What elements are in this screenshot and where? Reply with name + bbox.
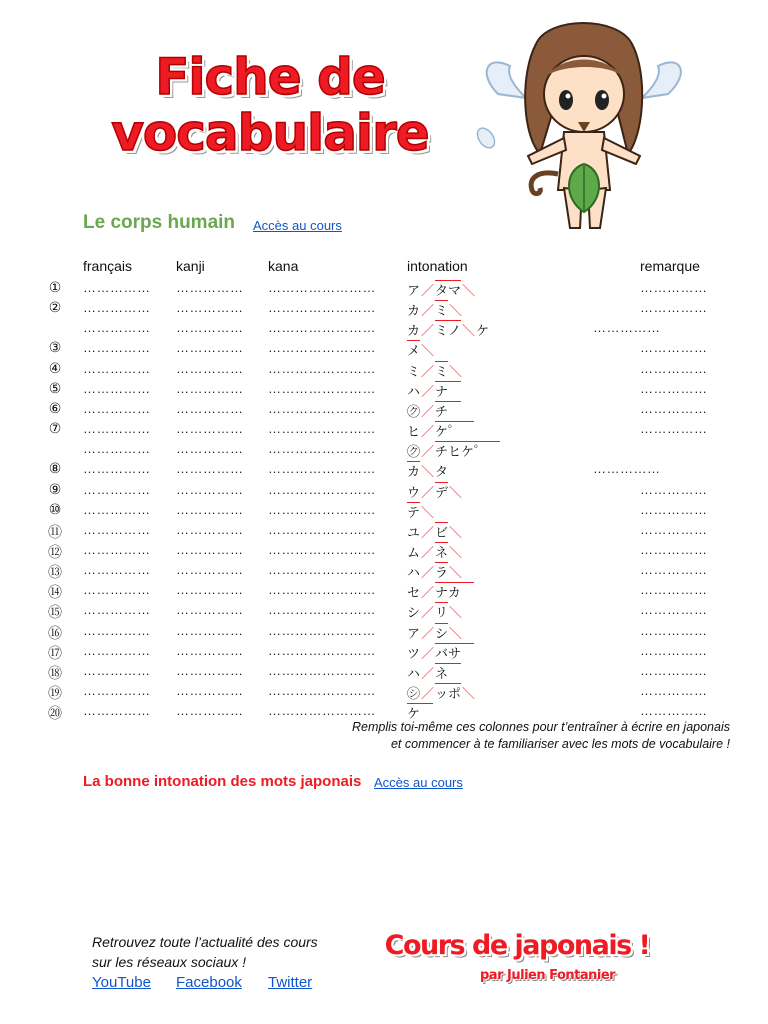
kana-segment: ネ — [435, 542, 448, 561]
remarque-blank-field[interactable]: …………… — [640, 280, 708, 295]
column-header-kanji: kanji — [176, 258, 205, 274]
kana-blank-field[interactable]: …………………… — [268, 521, 376, 537]
remarque-blank-field[interactable]: …………… — [640, 340, 708, 356]
kanji-blank-field[interactable]: …………… — [176, 662, 244, 678]
kana-segment — [461, 421, 474, 440]
kana-segment: ナカ — [435, 582, 461, 601]
remarque-blank-field[interactable]: …………… — [640, 582, 708, 598]
section-heading-intonation: La bonne intonation des mots japonais — [83, 773, 362, 790]
remarque-blank-field[interactable]: …………… — [640, 380, 708, 396]
kana-blank-field[interactable]: …………………… — [268, 320, 376, 336]
row-number: ⑩ — [48, 501, 62, 518]
francais-blank-field[interactable]: …………… — [83, 400, 151, 416]
remarque-blank-field[interactable]: …………… — [640, 622, 708, 638]
remarque-blank-field[interactable]: …………… — [640, 642, 708, 658]
row-number: ⑦ — [48, 421, 62, 438]
kana-segment: メ — [407, 340, 420, 359]
francais-blank-field[interactable]: …………… — [83, 380, 151, 396]
francais-blank-field[interactable]: …………… — [83, 562, 151, 578]
francais-blank-field[interactable]: …………… — [83, 582, 151, 598]
table-row — [0, 663, 768, 683]
kana-segment — [487, 441, 500, 460]
instruction-note-line-2: et commencer à te familiariser avec les mots de vocabulaire ! — [390, 737, 730, 751]
kana-segment: ハ — [407, 666, 421, 682]
francais-blank-field[interactable]: …………… — [83, 320, 151, 336]
table-row — [0, 421, 768, 441]
kana-segment: ウ — [407, 485, 421, 501]
row-number: ⑧ — [48, 461, 62, 478]
pitch-mark: ／ — [421, 525, 435, 541]
pitch-mark: ／ — [421, 566, 435, 582]
intonation-pattern — [407, 320, 489, 339]
kana-segment — [461, 643, 474, 662]
francais-blank-field[interactable]: …………… — [83, 461, 151, 477]
pitch-mark: ／ — [421, 666, 435, 682]
kana-segment: ビ — [435, 522, 448, 541]
intonation-pattern — [407, 461, 448, 480]
kana-blank-field[interactable]: …………………… — [268, 400, 376, 416]
pitch-mark: ／ — [421, 545, 435, 561]
acces-au-cours-link-2[interactable]: Accès au cours — [374, 775, 463, 790]
kana-blank-field[interactable]: …………………… — [268, 481, 376, 497]
table-row — [0, 643, 768, 663]
kana-blank-field[interactable]: …………………… — [268, 340, 376, 356]
francais-blank-field[interactable]: …………… — [83, 481, 151, 497]
intonation-pattern — [407, 381, 461, 400]
kana-segment: ミノ — [435, 320, 461, 339]
kana-segment: ア — [407, 626, 421, 642]
kanji-blank-field[interactable]: …………… — [176, 683, 244, 698]
twitter-link[interactable]: Twitter — [268, 974, 313, 991]
pitch-mark: ＼ — [449, 364, 463, 380]
francais-blank-field[interactable]: …………… — [83, 340, 151, 356]
kana-segment: ミ — [435, 361, 448, 380]
kanji-blank-field[interactable]: …………… — [176, 340, 244, 356]
pitch-mark: ／ — [421, 646, 435, 662]
kana-segment: ナ — [435, 381, 448, 400]
kanji-blank-field[interactable]: …………… — [176, 380, 244, 396]
francais-blank-field[interactable]: …………… — [83, 622, 151, 638]
table-row — [0, 683, 768, 703]
kana-segment: タマ — [435, 280, 461, 299]
table-row — [0, 562, 768, 582]
kana-segment — [448, 663, 461, 682]
pitch-mark: ／ — [421, 626, 435, 642]
kana-segment: ハ — [407, 384, 421, 400]
pitch-mark: ／ — [421, 364, 435, 380]
remarque-blank-field[interactable]: …………… — [640, 602, 708, 618]
intonation-pattern — [407, 421, 474, 440]
remarque-blank-field[interactable]: …………… — [593, 461, 661, 477]
kana-blank-field[interactable]: …………………… — [268, 562, 376, 578]
intonation-pattern — [407, 300, 463, 319]
kanji-blank-field[interactable]: …………… — [176, 441, 244, 457]
kanji-blank-field[interactable]: …………… — [176, 320, 244, 336]
kana-segment: デ — [435, 482, 448, 501]
kanji-blank-field[interactable]: …………… — [176, 622, 244, 638]
remarque-blank-field[interactable]: …………… — [640, 703, 708, 719]
table-row — [0, 502, 768, 522]
intonation-pattern — [407, 502, 435, 521]
kana-segment: ム — [407, 545, 421, 561]
kana-blank-field[interactable]: …………………… — [268, 501, 376, 517]
pitch-mark: ／ — [421, 404, 435, 420]
row-number: ③ — [48, 340, 62, 357]
column-header-kana: kana — [268, 258, 299, 274]
kanji-blank-field[interactable]: …………… — [176, 582, 244, 598]
remarque-blank-field[interactable]: …………… — [640, 481, 708, 497]
intonation-pattern — [407, 602, 463, 621]
intonation-pattern — [407, 623, 463, 642]
table-row — [0, 320, 768, 340]
pitch-mark: ／ — [421, 485, 435, 501]
intonation-pattern — [407, 280, 476, 299]
table-row — [0, 602, 768, 622]
remarque-blank-field[interactable]: …………… — [640, 562, 708, 578]
table-row — [0, 623, 768, 643]
francais-blank-field[interactable]: …………… — [83, 683, 151, 698]
row-number: ⑬ — [48, 565, 62, 582]
francais-blank-field[interactable]: …………… — [83, 662, 151, 678]
francais-blank-field[interactable]: …………… — [83, 501, 151, 517]
intonation-pattern — [407, 522, 463, 541]
francais-blank-field[interactable]: …………… — [83, 441, 151, 457]
intonation-pattern — [407, 582, 474, 601]
table-row — [0, 401, 768, 421]
francais-blank-field[interactable]: …………… — [83, 602, 151, 618]
intonation-pattern — [407, 542, 463, 561]
row-number: ⑲ — [48, 686, 62, 702]
kana-segment: シ — [407, 606, 421, 622]
kana-segment: ミ — [435, 300, 448, 319]
kana-segment: カ — [407, 304, 421, 320]
kana-segment: チ — [435, 401, 448, 420]
pitch-mark: ／ — [421, 445, 435, 461]
pitch-mark: ／ — [421, 384, 435, 400]
kanji-blank-field[interactable]: …………… — [176, 602, 244, 618]
kana-segment — [448, 401, 461, 420]
francais-blank-field[interactable]: …………… — [83, 280, 151, 295]
kana-segment: ㋗ — [407, 445, 421, 461]
kana-segment: ㋛ — [407, 687, 421, 702]
pitch-mark: ＼ — [449, 566, 463, 582]
column-header-remarque: remarque — [640, 258, 700, 274]
row-number: ⑨ — [48, 481, 62, 498]
section-heading-corps-humain: Le corps humain — [83, 212, 236, 233]
row-number: ④ — [48, 360, 62, 377]
title-line-1: Fiche de — [155, 48, 385, 106]
kana-segment: ユ — [407, 525, 421, 541]
kana-segment: ケ — [476, 324, 490, 340]
row-number: ⑭ — [48, 585, 62, 602]
kana-blank-field[interactable]: …………………… — [268, 602, 376, 618]
kana-blank-field[interactable]: …………………… — [268, 582, 376, 598]
intonation-pattern — [407, 482, 463, 501]
kanji-blank-field[interactable]: …………… — [176, 300, 244, 316]
intonation-pattern — [407, 562, 463, 581]
kana-segment — [448, 381, 461, 400]
acces-au-cours-link[interactable]: Accès au cours — [253, 218, 342, 233]
kana-segment: チヒケ゜ — [435, 441, 487, 460]
pitch-mark: ＼ — [462, 687, 476, 702]
remarque-blank-field[interactable]: …………… — [640, 683, 708, 698]
pitch-mark: ／ — [421, 324, 435, 340]
kana-blank-field[interactable]: …………………… — [268, 703, 376, 719]
kana-blank-field[interactable]: …………………… — [268, 421, 376, 437]
kanji-blank-field[interactable]: …………… — [176, 461, 244, 477]
table-row — [0, 280, 768, 300]
row-number: ② — [48, 300, 62, 317]
row-number: ⑳ — [48, 706, 62, 723]
kanji-blank-field[interactable]: …………… — [176, 421, 244, 437]
remarque-blank-field[interactable]: …………… — [640, 360, 708, 376]
kana-segment: ネ — [435, 663, 448, 682]
kanji-blank-field[interactable]: …………… — [176, 481, 244, 497]
row-number: ⑱ — [48, 665, 62, 682]
kanji-blank-field[interactable]: …………… — [176, 562, 244, 578]
francais-blank-field[interactable]: …………… — [83, 300, 151, 316]
kana-segment: シ — [435, 623, 448, 642]
footer-text-line-1: Retrouvez toute l’actualité des cours — [92, 934, 318, 950]
footer-text-line-2: sur les réseaux sociaux ! — [92, 954, 247, 970]
pitch-mark: ／ — [421, 586, 435, 602]
kana-blank-field[interactable]: …………………… — [268, 541, 376, 557]
kana-segment: カ — [407, 461, 420, 480]
intonation-pattern — [407, 441, 500, 460]
kana-segment: ㋗ — [407, 404, 421, 420]
pitch-mark: ／ — [421, 284, 435, 299]
pitch-mark: ＼ — [449, 606, 463, 622]
intonation-pattern — [407, 683, 476, 702]
table-row — [0, 381, 768, 401]
youtube-link[interactable]: YouTube — [92, 974, 151, 991]
title-line-2: vocabulaire — [111, 104, 429, 162]
intonation-pattern — [407, 643, 474, 662]
kana-blank-field[interactable]: …………………… — [268, 441, 376, 457]
row-number: ⑰ — [48, 645, 62, 662]
kana-segment: タ — [435, 465, 449, 481]
remarque-blank-field[interactable]: …………… — [640, 521, 708, 537]
remarque-blank-field[interactable]: …………… — [640, 541, 708, 557]
francais-blank-field[interactable]: …………… — [83, 642, 151, 658]
kana-segment: バサ — [435, 643, 461, 662]
kanji-blank-field[interactable]: …………… — [176, 541, 244, 557]
intonation-pattern — [407, 340, 435, 359]
table-row — [0, 300, 768, 320]
table-row — [0, 542, 768, 562]
kanji-blank-field[interactable]: …………… — [176, 501, 244, 517]
angel-mascot-illustration — [468, 14, 700, 238]
pitch-mark: ＼ — [421, 465, 435, 481]
kana-segment: ラ — [435, 562, 448, 581]
table-row — [0, 482, 768, 502]
pitch-mark: ＼ — [449, 304, 463, 320]
kanji-blank-field[interactable]: …………… — [176, 400, 244, 416]
kana-blank-field[interactable]: …………………… — [268, 280, 376, 295]
column-header-francais: français — [83, 258, 133, 274]
kana-segment: テ — [407, 502, 420, 521]
table-row — [0, 361, 768, 381]
kana-blank-field[interactable]: …………………… — [268, 360, 376, 376]
row-number: ⑤ — [48, 380, 62, 397]
table-row — [0, 441, 768, 461]
remarque-blank-field[interactable]: …………… — [593, 320, 661, 336]
kanji-blank-field[interactable]: …………… — [176, 521, 244, 537]
pitch-mark: ＼ — [449, 485, 463, 501]
remarque-blank-field[interactable]: …………… — [640, 662, 708, 678]
row-number: ⑪ — [48, 524, 62, 541]
table-row — [0, 461, 768, 481]
kana-blank-field[interactable]: …………………… — [268, 300, 376, 316]
remarque-blank-field[interactable]: …………… — [640, 400, 708, 416]
francais-blank-field[interactable]: …………… — [83, 521, 151, 537]
facebook-link[interactable]: Facebook — [176, 974, 242, 991]
pitch-mark: ＼ — [421, 344, 435, 360]
remarque-blank-field[interactable]: …………… — [640, 421, 708, 437]
table-row — [0, 582, 768, 602]
intonation-pattern — [407, 361, 463, 380]
pitch-mark: ＼ — [449, 626, 463, 642]
intonation-pattern — [407, 663, 461, 682]
intonation-pattern — [407, 401, 461, 420]
kana-segment: ハ — [407, 566, 421, 582]
kana-segment: ケ゜ — [435, 421, 461, 440]
pitch-mark: ＼ — [449, 545, 463, 561]
kana-segment: ツ — [407, 646, 421, 662]
kana-blank-field[interactable]: …………………… — [268, 683, 376, 698]
row-number: ⑯ — [48, 625, 62, 642]
francais-blank-field[interactable]: …………… — [83, 360, 151, 376]
francais-blank-field[interactable]: …………… — [83, 703, 151, 719]
kanji-blank-field[interactable]: …………… — [176, 280, 244, 295]
pitch-mark: ／ — [421, 304, 435, 320]
kana-segment: カ — [407, 324, 421, 340]
row-number: ⑮ — [48, 605, 62, 622]
kanji-blank-field[interactable]: …………… — [176, 360, 244, 376]
instruction-note-line-1: Remplis toi-même ces colonnes pour t’entraîner à écrire en japonais — [352, 720, 730, 734]
pitch-mark: ／ — [421, 687, 435, 702]
kana-blank-field[interactable]: …………………… — [268, 461, 376, 477]
kana-segment: ケ — [407, 703, 420, 722]
pitch-mark: ／ — [421, 606, 435, 622]
brand-logo-title: Cours de japonais ! — [384, 930, 650, 961]
kana-segment: セ — [407, 586, 421, 602]
kana-blank-field[interactable]: …………………… — [268, 642, 376, 658]
column-header-intonation: intonation — [407, 258, 468, 274]
remarque-blank-field[interactable]: …………… — [640, 300, 708, 316]
kana-blank-field[interactable]: …………………… — [268, 662, 376, 678]
table-row — [0, 340, 768, 360]
francais-blank-field[interactable]: …………… — [83, 421, 151, 437]
francais-blank-field[interactable]: …………… — [83, 541, 151, 557]
row-number: ⑥ — [48, 400, 62, 417]
kana-blank-field[interactable]: …………………… — [268, 380, 376, 396]
pitch-mark: ＼ — [462, 324, 476, 340]
row-number: ① — [48, 280, 62, 296]
kanji-blank-field[interactable]: …………… — [176, 703, 244, 719]
pitch-mark: ＼ — [462, 284, 476, 299]
brand-logo-author: par Julien Fontanier — [480, 968, 616, 983]
pitch-mark: ／ — [421, 425, 435, 441]
kana-segment: ミ — [407, 364, 421, 380]
pitch-mark: ＼ — [449, 525, 463, 541]
kana-blank-field[interactable]: …………………… — [268, 622, 376, 638]
row-number: ⑫ — [48, 544, 62, 561]
pitch-mark: ＼ — [421, 505, 435, 521]
kana-segment — [461, 582, 474, 601]
kana-segment: リ — [435, 602, 448, 621]
table-row — [0, 522, 768, 542]
kana-segment: ヒ — [407, 425, 421, 441]
remarque-blank-field[interactable]: …………… — [640, 501, 708, 517]
kana-segment: ア — [407, 284, 421, 299]
kanji-blank-field[interactable]: …………… — [176, 642, 244, 658]
kana-segment: ッポ — [435, 683, 461, 702]
